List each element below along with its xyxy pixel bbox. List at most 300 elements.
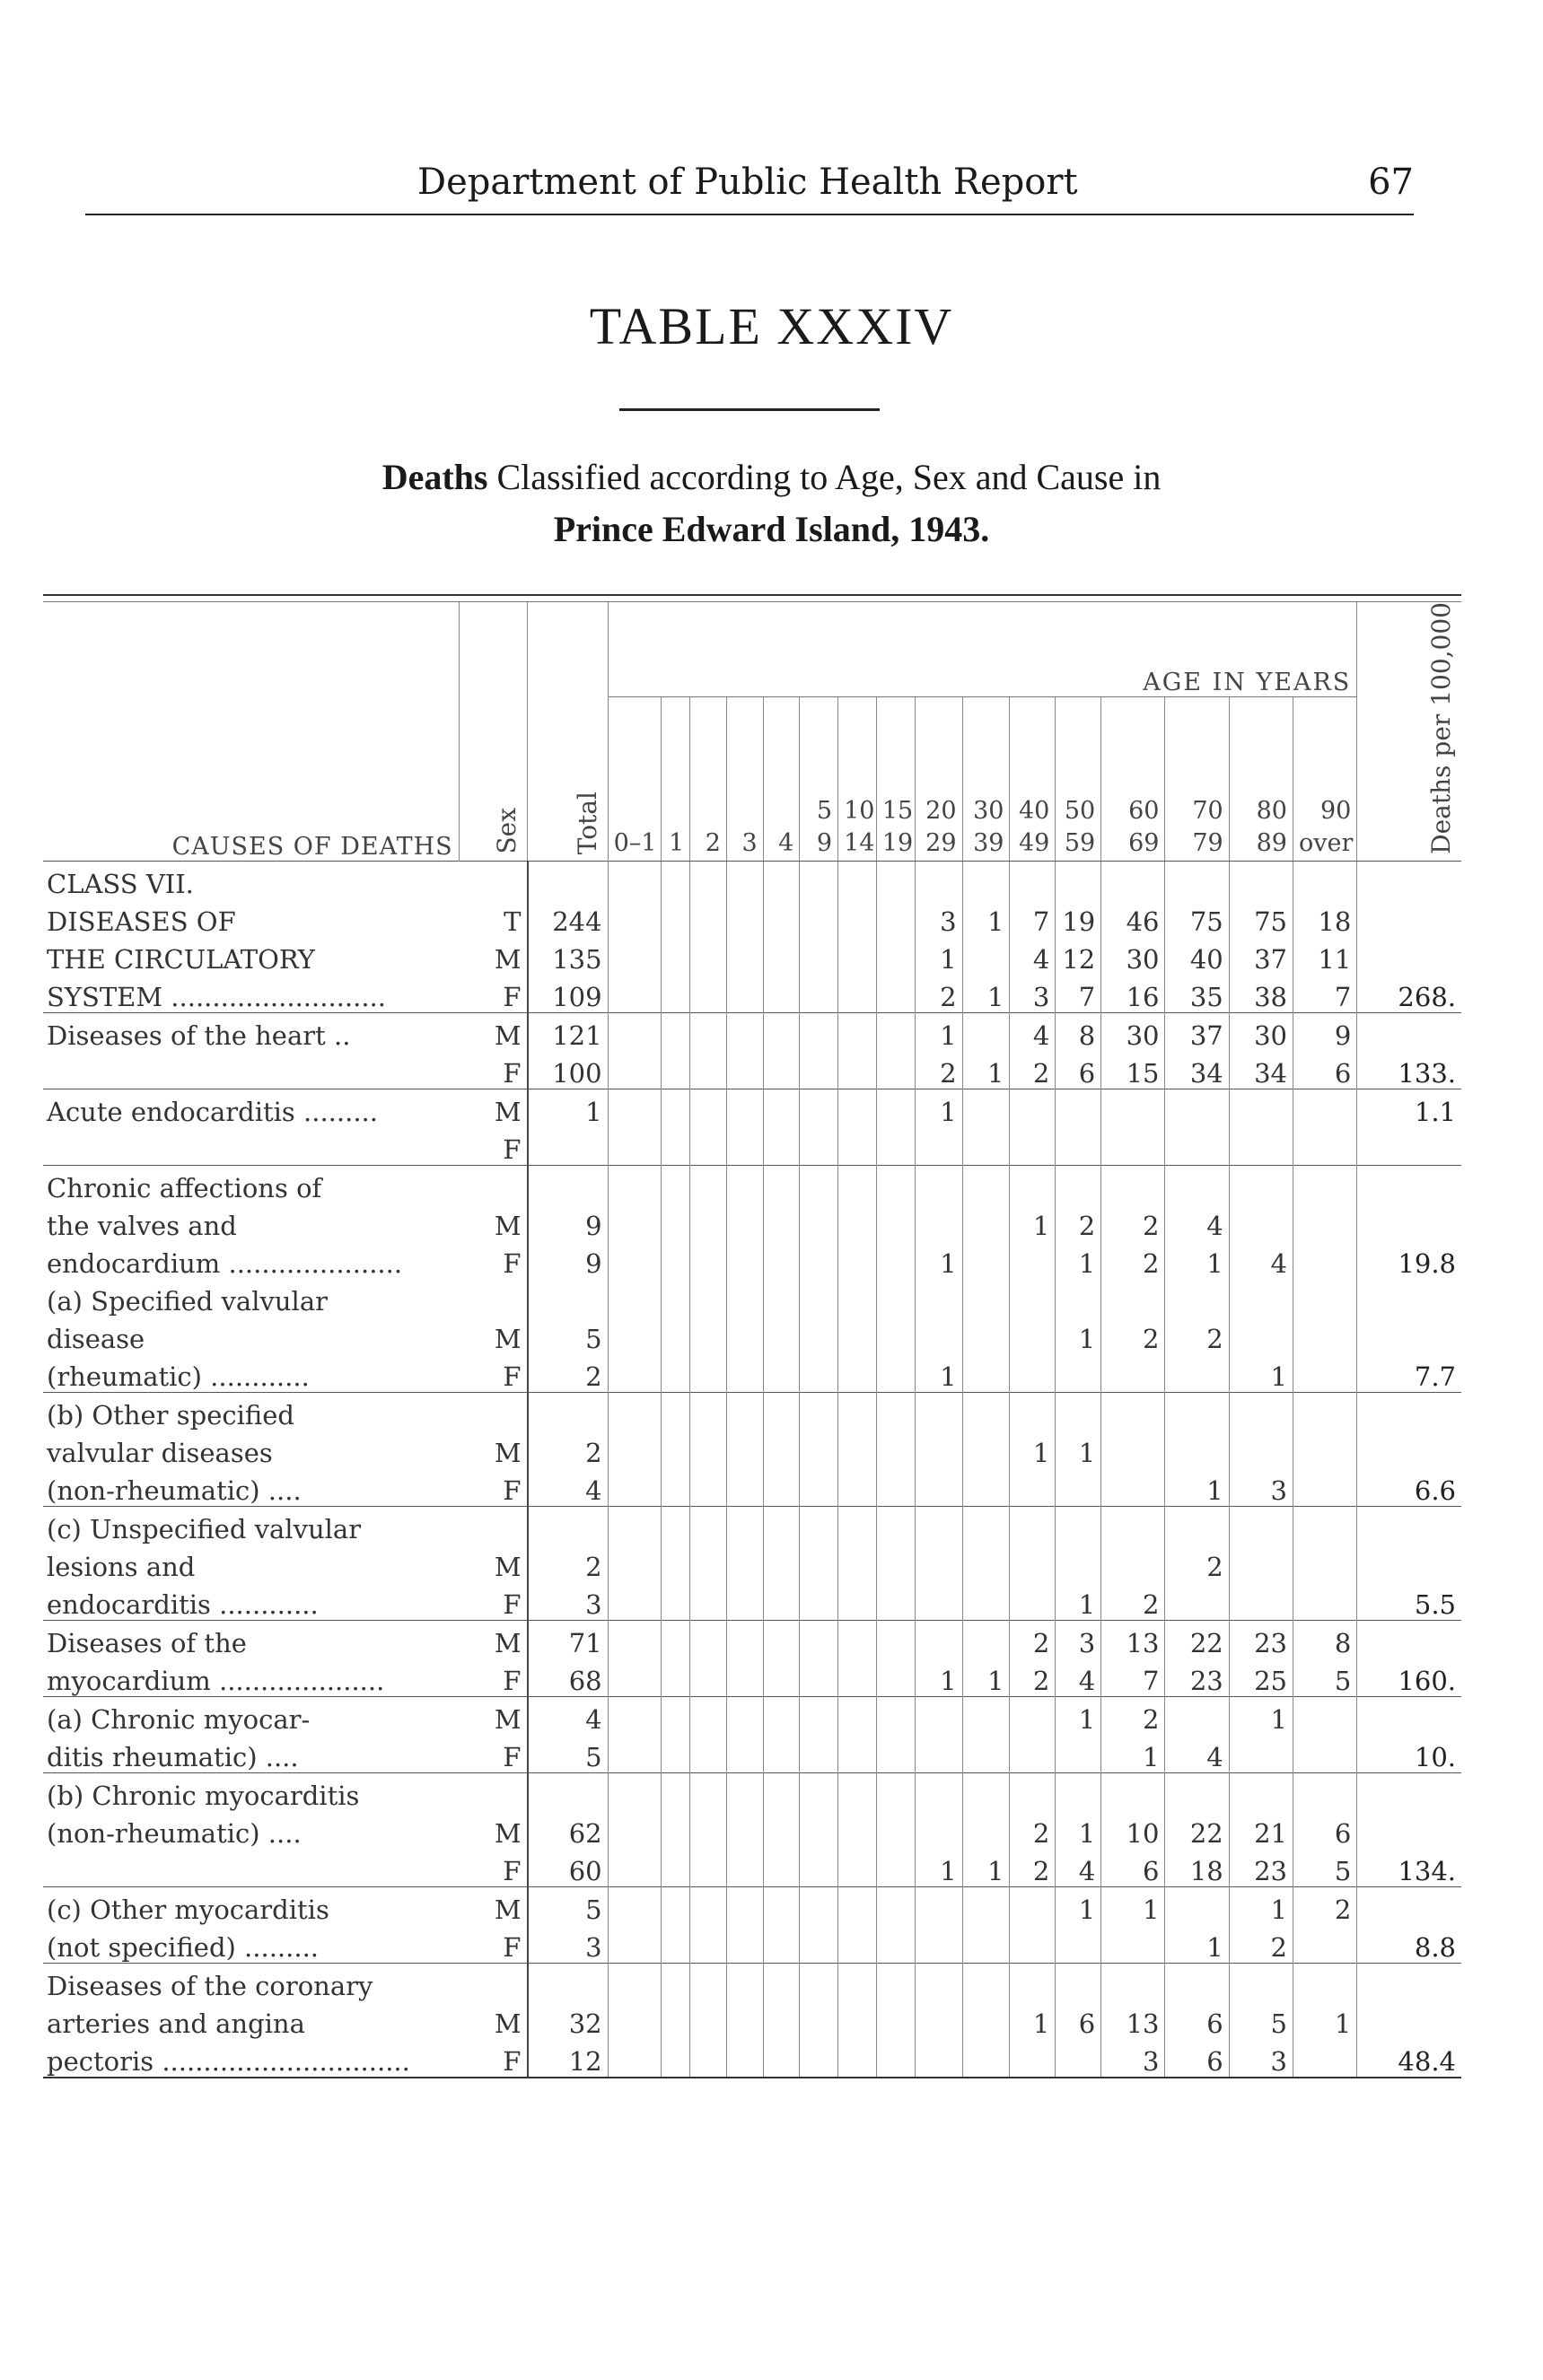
age-count-cell — [690, 1012, 727, 1051]
total-cell: 244 — [528, 899, 609, 937]
age-count-cell: 18 — [1165, 1849, 1229, 1887]
age-count-cell — [800, 1582, 838, 1621]
age-count-cell — [1293, 1354, 1356, 1393]
age-count-cell: 1 — [1165, 1468, 1229, 1507]
age-count-cell — [661, 1544, 690, 1582]
age-range-start: 40 — [1018, 796, 1050, 825]
rate-cell: 10. — [1414, 1741, 1456, 1772]
age-count-cell — [763, 1127, 800, 1166]
age-count-cell: 2 — [1165, 1317, 1229, 1354]
total-cell: 109 — [528, 975, 609, 1013]
age-count-cell: 16 — [1101, 975, 1165, 1013]
age-count-cell — [763, 1811, 800, 1849]
age-count-cell — [962, 1886, 1010, 1925]
sex-cell: F — [459, 1735, 527, 1773]
rate-cell: 268. — [1398, 981, 1456, 1012]
age-count-cell: 2 — [1229, 1925, 1293, 1964]
total-cell: 9 — [528, 1203, 609, 1241]
total-cell: 2 — [528, 1544, 609, 1582]
age-count-cell — [915, 1392, 962, 1431]
age-count-cell — [1229, 1203, 1293, 1241]
age-count-cell — [661, 1354, 690, 1393]
age-count-cell: 1 — [915, 1012, 962, 1051]
age-column-header — [726, 696, 763, 861]
age-count-cell — [726, 1203, 763, 1241]
age-column-header — [1056, 696, 1101, 861]
table-row — [43, 1772, 1461, 1811]
age-count-cell — [1293, 1468, 1356, 1507]
age-count-cell: 1 — [1010, 1203, 1056, 1241]
age-range-end: 14 — [844, 829, 875, 858]
age-count-cell — [608, 1089, 661, 1127]
total-header: Total — [528, 602, 609, 861]
age-count-cell — [838, 1354, 877, 1393]
age-count-cell: 6 — [1056, 2001, 1101, 2039]
total-cell: 1 — [528, 1089, 609, 1127]
age-count-cell — [661, 2039, 690, 2077]
total-cell — [528, 1392, 609, 1431]
age-count-cell — [962, 2039, 1010, 2077]
age-count-cell — [1101, 1127, 1165, 1166]
total-cell: 100 — [528, 1051, 609, 1089]
age-count-cell: 15 — [1101, 1051, 1165, 1089]
age-count-cell — [608, 1241, 661, 1279]
total-cell: 3 — [528, 1582, 609, 1621]
age-count-cell — [915, 1544, 962, 1582]
age-count-cell — [915, 1811, 962, 1849]
age-count-cell — [690, 1051, 727, 1089]
age-range-end: 4 — [778, 829, 794, 858]
age-count-cell: 2 — [1101, 1241, 1165, 1279]
age-count-cell — [962, 1544, 1010, 1582]
age-count-cell — [876, 1658, 915, 1697]
cause-cell: Diseases of the — [43, 1620, 459, 1658]
age-count-cell: 21 — [1229, 1811, 1293, 1849]
age-count-cell — [962, 1203, 1010, 1241]
rate-cell — [1357, 1317, 1461, 1354]
age-count-cell — [1229, 1506, 1293, 1544]
age-count-cell — [915, 1582, 962, 1621]
age-count-cell — [1010, 1886, 1056, 1925]
age-count-cell — [838, 1582, 877, 1621]
age-count-cell: 10 — [1101, 1811, 1165, 1849]
age-count-cell — [876, 1165, 915, 1203]
age-count-cell — [800, 2039, 838, 2077]
age-range-start — [667, 795, 685, 827]
age-count-cell — [1229, 1772, 1293, 1811]
age-count-cell: 25 — [1229, 1658, 1293, 1697]
age-column-header — [876, 696, 915, 861]
age-count-cell: 30 — [1229, 1012, 1293, 1051]
age-count-cell — [608, 1772, 661, 1811]
age-count-cell — [1010, 1279, 1056, 1317]
age-count-cell — [1293, 1279, 1356, 1317]
age-count-cell — [690, 1544, 727, 1582]
age-count-cell — [1293, 1772, 1356, 1811]
age-count-cell — [726, 1582, 763, 1621]
age-range-start: 60 — [1128, 796, 1160, 825]
age-count-cell — [608, 1506, 661, 1544]
rate-cell — [1357, 1772, 1461, 1811]
age-count-cell — [690, 975, 727, 1013]
total-cell: 12 — [528, 2039, 609, 2077]
age-count-cell — [1293, 1925, 1356, 1964]
age-count-cell: 6 — [1165, 2001, 1229, 2039]
age-count-cell — [690, 937, 727, 975]
age-range-start: 30 — [973, 796, 1004, 825]
age-count-cell: 1 — [1056, 1431, 1101, 1468]
age-count-cell — [876, 1772, 915, 1811]
age-count-cell: 2 — [1101, 1203, 1165, 1241]
table-row — [43, 899, 1461, 937]
age-count-cell — [1229, 1544, 1293, 1582]
age-count-cell — [915, 1317, 962, 1354]
age-count-cell — [800, 937, 838, 975]
age-count-cell — [763, 1354, 800, 1393]
age-column-header — [661, 696, 690, 861]
table-bottom-rule — [43, 2077, 1461, 2078]
age-count-cell — [1010, 1696, 1056, 1735]
causes-header: CAUSES OF DEATHS — [43, 602, 459, 861]
age-count-cell — [1010, 1735, 1056, 1773]
cause-cell: Acute endocarditis ......... — [43, 1089, 459, 1127]
age-count-cell: 23 — [1229, 1849, 1293, 1887]
age-count-cell — [1293, 1696, 1356, 1735]
cause-cell: (a) Specified valvular — [47, 1285, 328, 1317]
rate-cell: 19.8 — [1398, 1247, 1456, 1279]
age-count-cell — [962, 1354, 1010, 1393]
age-column-header — [1165, 696, 1229, 861]
cause-cell: (c) Unspecified valvular — [43, 1506, 459, 1544]
age-count-cell — [800, 1354, 838, 1393]
age-count-cell — [726, 1431, 763, 1468]
age-count-cell: 37 — [1229, 937, 1293, 975]
age-count-cell: 4 — [1229, 1241, 1293, 1279]
age-count-cell — [800, 1051, 838, 1089]
age-count-cell — [1165, 1886, 1229, 1925]
age-count-cell — [1229, 861, 1293, 899]
age-count-cell — [690, 1241, 727, 1279]
age-count-cell — [661, 1658, 690, 1697]
rate-cell — [1357, 1203, 1461, 1241]
cause-cell: (b) Other specified — [43, 1392, 459, 1431]
age-count-cell — [1293, 1431, 1356, 1468]
age-range-end: 89 — [1256, 829, 1287, 858]
age-count-cell — [915, 1468, 962, 1507]
age-count-cell: 2 — [1010, 1811, 1056, 1849]
age-count-cell — [838, 899, 877, 937]
age-count-cell — [608, 1051, 661, 1089]
age-count-cell: 3 — [1229, 1468, 1293, 1507]
cause-cell: THE CIRCULATORY — [47, 943, 315, 975]
age-count-cell — [1010, 1506, 1056, 1544]
age-count-cell: 3 — [1010, 975, 1056, 1013]
cause-cell: Chronic affections of — [43, 1165, 459, 1203]
cause-cell: the valves and — [47, 1210, 237, 1241]
sex-cell: M — [459, 1012, 527, 1051]
age-count-cell — [915, 1735, 962, 1773]
age-count-cell — [800, 1735, 838, 1773]
age-count-cell — [838, 1089, 877, 1127]
age-count-cell: 2 — [1101, 1582, 1165, 1621]
age-count-cell — [1101, 1925, 1165, 1964]
age-count-cell: 1 — [962, 1051, 1010, 1089]
age-count-cell — [962, 1317, 1010, 1354]
age-count-cell — [763, 1203, 800, 1241]
age-count-cell — [1229, 1089, 1293, 1127]
age-count-cell: 6 — [1293, 1051, 1356, 1089]
age-count-cell — [726, 1544, 763, 1582]
age-count-cell — [661, 1582, 690, 1621]
age-count-cell — [1165, 1279, 1229, 1317]
table-row — [43, 1811, 1461, 1849]
age-count-cell — [1010, 1127, 1056, 1166]
age-count-cell — [608, 1925, 661, 1964]
age-count-cell — [1293, 1735, 1356, 1773]
age-count-cell: 3 — [1056, 1620, 1101, 1658]
table-subtitle-line1 — [0, 456, 1543, 498]
age-count-cell — [763, 2039, 800, 2077]
age-count-cell — [1293, 861, 1356, 899]
age-count-cell — [690, 1127, 727, 1166]
age-count-cell — [1229, 1392, 1293, 1431]
age-count-cell — [1101, 1279, 1165, 1317]
rate-cell: 6.6 — [1414, 1474, 1456, 1506]
table-body — [43, 861, 1461, 2077]
age-column-header — [690, 696, 727, 861]
age-count-cell — [1056, 1089, 1101, 1127]
age-count-cell — [876, 1544, 915, 1582]
age-range-end: 49 — [1018, 829, 1050, 858]
table-row — [43, 1051, 1461, 1089]
age-count-cell: 40 — [1165, 937, 1229, 975]
cause-cell — [43, 1127, 459, 1166]
age-count-cell — [1229, 1735, 1293, 1773]
age-count-cell — [690, 1468, 727, 1507]
age-count-cell — [876, 1354, 915, 1393]
age-count-cell — [1010, 1241, 1056, 1279]
rate-cell — [1357, 1696, 1461, 1735]
age-count-cell: 46 — [1101, 899, 1165, 937]
age-count-cell — [726, 1392, 763, 1431]
age-count-cell — [763, 1582, 800, 1621]
age-count-cell — [661, 1317, 690, 1354]
age-count-cell — [726, 1241, 763, 1279]
age-count-cell — [661, 975, 690, 1013]
age-count-cell — [962, 1468, 1010, 1507]
age-count-cell — [1056, 1354, 1101, 1393]
age-count-cell — [800, 1506, 838, 1544]
age-count-cell — [876, 861, 915, 899]
age-count-cell — [800, 861, 838, 899]
age-count-cell — [1010, 1963, 1056, 2001]
rate-cell: 48.4 — [1398, 2045, 1456, 2077]
age-count-cell — [800, 1241, 838, 1279]
age-count-cell: 4 — [1165, 1203, 1229, 1241]
age-count-cell — [1165, 1392, 1229, 1431]
sex-cell: M — [459, 937, 527, 975]
age-count-cell — [800, 1963, 838, 2001]
title-rule — [619, 408, 880, 411]
age-count-cell — [763, 1925, 800, 1964]
age-count-cell — [1056, 1735, 1101, 1773]
age-column-header — [1010, 696, 1056, 861]
table-row — [43, 937, 1461, 975]
age-count-cell: 1 — [962, 1849, 1010, 1887]
cause-cell: lesions and — [47, 1551, 196, 1582]
table-row — [43, 1963, 1461, 2001]
age-count-cell — [1010, 1925, 1056, 1964]
age-count-cell — [800, 1544, 838, 1582]
age-count-cell: 75 — [1165, 899, 1229, 937]
rate-cell: 8.8 — [1414, 1931, 1456, 1963]
total-cell — [528, 1772, 609, 1811]
age-count-cell: 1 — [1293, 2001, 1356, 2039]
age-count-cell — [915, 1886, 962, 1925]
rate-cell — [1357, 1544, 1461, 1582]
age-count-cell — [690, 1089, 727, 1127]
age-count-cell — [661, 1963, 690, 2001]
age-count-cell — [876, 1203, 915, 1241]
age-count-cell — [608, 1620, 661, 1658]
age-count-cell — [763, 1696, 800, 1735]
age-count-cell — [915, 1165, 962, 1203]
age-count-cell — [690, 2001, 727, 2039]
age-count-cell — [1229, 1165, 1293, 1203]
age-count-cell: 1 — [915, 1849, 962, 1887]
sex-cell: M — [459, 1811, 527, 1849]
age-column-header — [915, 696, 962, 861]
total-cell: 121 — [528, 1012, 609, 1051]
age-count-cell — [838, 1772, 877, 1811]
age-count-cell — [690, 1811, 727, 1849]
age-count-cell: 34 — [1165, 1051, 1229, 1089]
age-range-start: 90 — [1319, 796, 1352, 825]
age-range-end: 29 — [925, 829, 957, 858]
age-count-cell — [1010, 1468, 1056, 1507]
age-count-cell — [690, 1772, 727, 1811]
age-count-cell — [1056, 1127, 1101, 1166]
age-count-cell — [838, 2039, 877, 2077]
age-count-cell — [800, 1811, 838, 1849]
age-count-cell — [876, 1317, 915, 1354]
age-count-cell — [690, 1886, 727, 1925]
age-count-cell — [1293, 1317, 1356, 1354]
age-count-cell — [690, 1582, 727, 1621]
age-count-cell — [876, 1620, 915, 1658]
age-count-cell — [726, 1886, 763, 1925]
age-count-cell — [1056, 1165, 1101, 1203]
age-count-cell — [726, 1658, 763, 1697]
age-count-cell: 30 — [1101, 937, 1165, 975]
cause-cell: Diseases of the heart .. — [43, 1012, 459, 1051]
age-count-cell: 2 — [1010, 1658, 1056, 1697]
age-count-cell — [800, 1620, 838, 1658]
age-count-cell — [1165, 1354, 1229, 1393]
age-count-cell — [876, 1051, 915, 1089]
age-count-cell — [1010, 2039, 1056, 2077]
table-row — [43, 1696, 1461, 1735]
age-count-cell: 1 — [1010, 2001, 1056, 2039]
age-count-cell — [962, 1431, 1010, 1468]
age-count-cell — [726, 2039, 763, 2077]
age-count-cell — [608, 1735, 661, 1773]
total-cell: 5 — [528, 1735, 609, 1773]
age-count-cell — [608, 1886, 661, 1925]
age-count-cell — [726, 1317, 763, 1354]
age-count-cell — [661, 1886, 690, 1925]
age-range-start — [696, 795, 721, 827]
age-range-start — [614, 795, 655, 827]
age-count-cell — [1165, 1696, 1229, 1735]
age-count-cell: 2 — [1056, 1203, 1101, 1241]
age-count-cell — [726, 1089, 763, 1127]
age-count-cell — [800, 1165, 838, 1203]
age-count-cell — [661, 1279, 690, 1317]
age-count-cell — [661, 1506, 690, 1544]
age-count-cell — [608, 1811, 661, 1849]
age-count-cell — [763, 861, 800, 899]
cause-cell: endocarditis ............ — [47, 1588, 319, 1620]
age-range-end: 79 — [1192, 829, 1223, 858]
age-count-cell: 8 — [1293, 1620, 1356, 1658]
age-count-cell — [690, 2039, 727, 2077]
age-range-end: 19 — [881, 829, 914, 858]
sex-cell: F — [459, 1127, 527, 1166]
age-range-start: 5 — [816, 796, 833, 825]
table-row — [43, 1392, 1461, 1431]
sex-cell: F — [459, 1658, 527, 1697]
age-count-cell — [800, 1696, 838, 1735]
age-count-cell — [726, 1354, 763, 1393]
total-cell: 2 — [528, 1354, 609, 1393]
sex-cell: M — [459, 1203, 527, 1241]
rate-cell: 7.7 — [1414, 1361, 1456, 1392]
age-count-cell — [838, 1165, 877, 1203]
sex-cell: F — [459, 975, 527, 1013]
age-count-cell — [838, 2001, 877, 2039]
age-count-cell — [608, 1849, 661, 1887]
deaths-table-wrapper — [43, 594, 1461, 2078]
sex-cell: F — [459, 1925, 527, 1964]
age-count-cell — [838, 1012, 877, 1051]
age-count-cell — [838, 1127, 877, 1166]
age-count-cell — [661, 1925, 690, 1964]
total-cell: 4 — [528, 1696, 609, 1735]
sex-cell: M — [459, 1431, 527, 1468]
age-count-cell — [661, 1735, 690, 1773]
cause-cell: (rheumatic) ............ — [47, 1361, 310, 1392]
age-count-cell — [1056, 1506, 1101, 1544]
age-count-cell — [915, 1620, 962, 1658]
age-count-cell: 2 — [915, 975, 962, 1013]
age-count-cell — [608, 1696, 661, 1735]
age-count-cell: 4 — [1010, 1012, 1056, 1051]
age-count-cell — [1010, 1354, 1056, 1393]
sex-cell — [459, 861, 527, 899]
age-count-cell: 1 — [1101, 1735, 1165, 1773]
table-row — [43, 1012, 1461, 1051]
age-count-cell: 1 — [1229, 1886, 1293, 1925]
age-count-cell — [1056, 1392, 1101, 1431]
age-range-start: 80 — [1256, 796, 1287, 825]
age-count-cell — [962, 1811, 1010, 1849]
age-count-cell — [763, 899, 800, 937]
age-count-cell — [1165, 1127, 1229, 1166]
table-row — [43, 1620, 1461, 1658]
age-count-cell — [726, 1811, 763, 1849]
report-title: Department of Public Health Report — [417, 162, 1078, 203]
